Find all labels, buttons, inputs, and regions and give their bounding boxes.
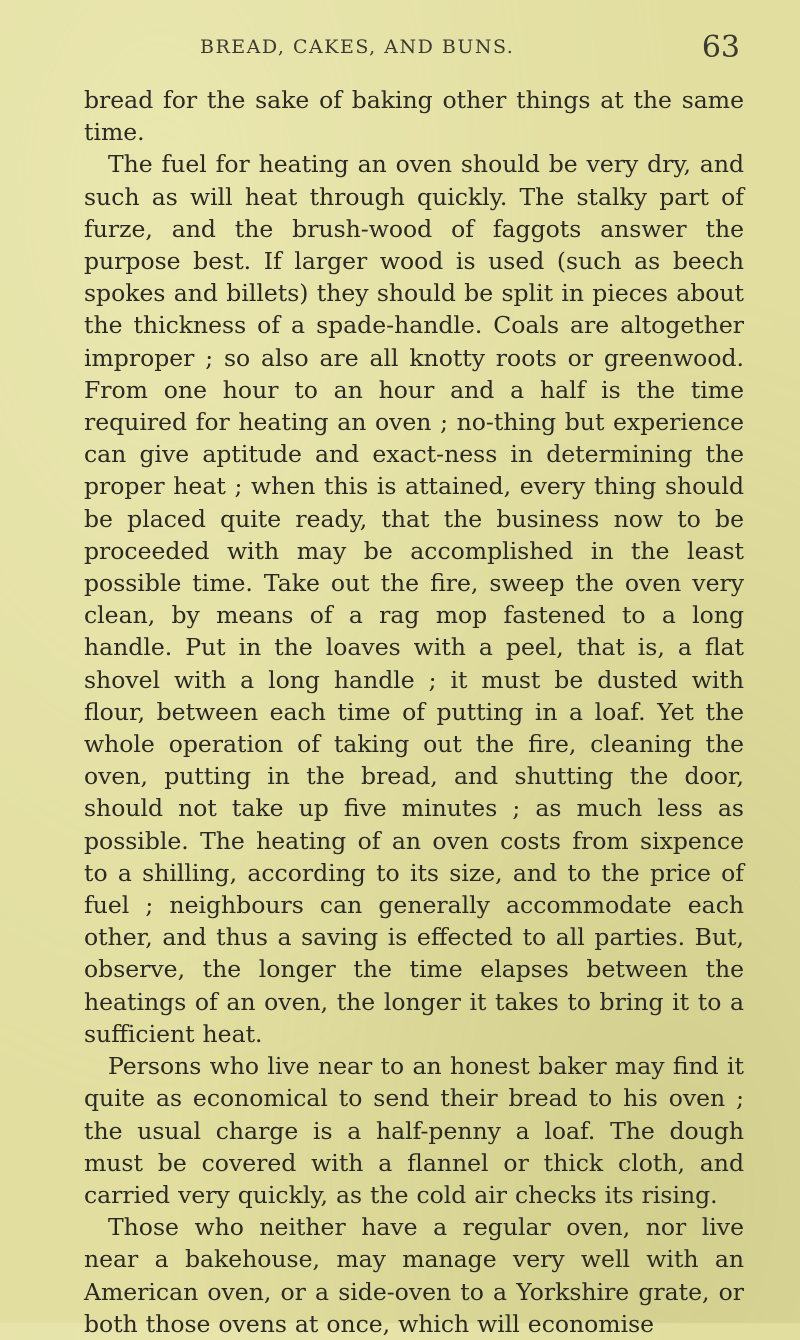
paragraph-honest-baker: Persons who live near to an honest baker may find it quite as economical to send their bread to his oven ; the usual charge is a half-penny a loaf. The dough must be covered with a flannel or thick cloth, and carried very quickly, as the cold air checks its rising.: [84, 1052, 744, 1209]
body-text: [84, 84, 744, 1340]
paragraph-american-oven: Those who neither have a regular oven, nor live near a bakehouse, may manage very well with an American oven, or a side-oven to a Yorkshire grate, or both those ovens at once, which will economise: [84, 1213, 744, 1338]
running-head: [90, 30, 740, 76]
running-title: BREAD, CAKES, AND BUNS.: [200, 36, 515, 58]
paragraph-oven-fuel: The fuel for heating an oven should be very dry, and such as will heat through quickly. The stalky part of furze, and the brush-wood of faggots answer the purpose best. If larger wood is used (such as beech spokes and billets) they should be split in pieces about the thickness of a spade-handle. Coals are altogether improper ; so also are all knotty roots or greenwood. From one hour to an hour and a half is the time required for heating an oven ; no-thing but experience can give aptitude and exact-ness in determining the proper heat ; when this is attained, every thing should be placed quite ready, that the business now to be proceeded with may be accomplished in the least possible time. Take out the fire, sweep the oven very clean, by means of a rag mop fastened to a long handle. Put in the loaves with a peel, that is, a flat shovel with a long handle ; it must be dusted with flour, between each time of putting in a loaf. Yet the whole operation of taking out the fire, cleaning the oven, putting in the bread, and shutting the door, should not take up five minutes ; as much less as possible. The heating of an oven costs from sixpence to a shilling, according to its size, and to the price of fuel ; neighbours can generally accommodate each other, and thus a saving is effected to all parties. But, observe, the longer the time elapses between the heatings of an oven, the longer it takes to bring it to a sufficient heat.: [84, 150, 744, 1048]
paragraph-continuation: bread for the sake of baking other things at the same time.: [84, 86, 744, 147]
page-number: 63: [701, 30, 740, 65]
